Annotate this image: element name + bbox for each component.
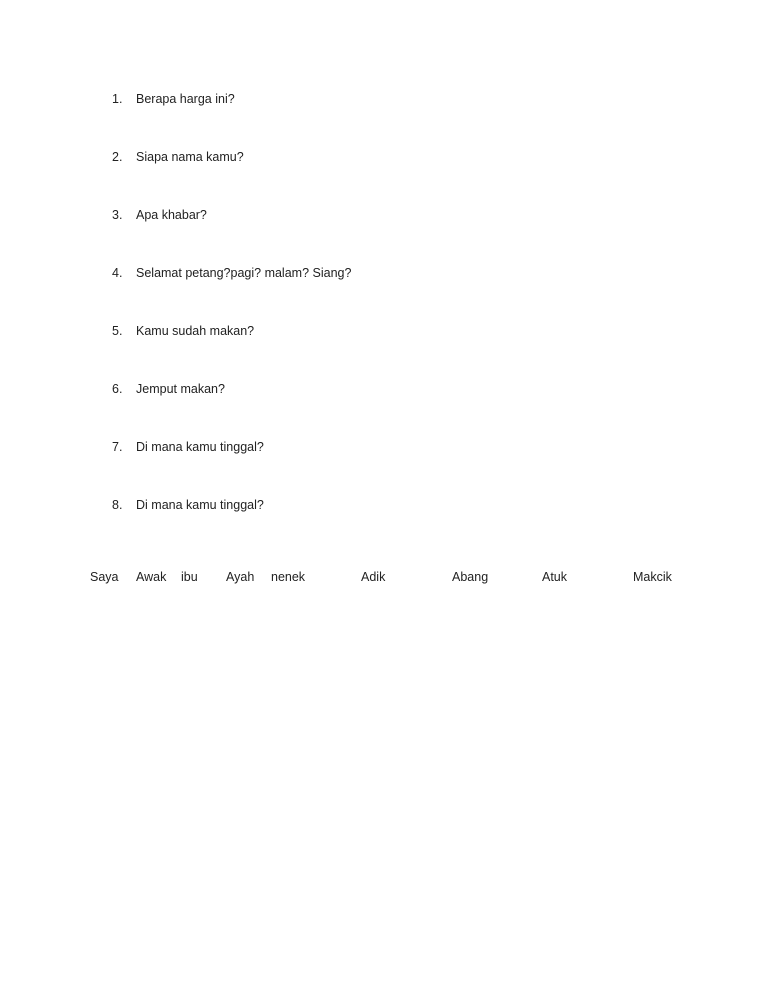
word-saya: Saya xyxy=(90,570,119,584)
word-awak: Awak xyxy=(136,570,167,584)
word-adik: Adik xyxy=(361,570,386,584)
question-number: 8. xyxy=(112,498,123,512)
word-nenek: nenek xyxy=(271,570,306,584)
word-atuk: Atuk xyxy=(542,570,568,584)
question-number: 5. xyxy=(112,324,123,338)
word-row xyxy=(0,568,768,586)
question-number: 6. xyxy=(112,382,123,396)
question-number: 1. xyxy=(112,92,123,106)
question-text: Apa khabar? xyxy=(136,208,207,222)
question-text: Selamat petang?pagi? malam? Siang? xyxy=(136,266,352,280)
question-number: 4. xyxy=(112,266,123,280)
word-makcik: Makcik xyxy=(633,570,672,584)
word-ayah: Ayah xyxy=(226,570,255,584)
question-text: Jemput makan? xyxy=(136,382,225,396)
question-text: Berapa harga ini? xyxy=(136,92,235,106)
question-text: Di mana kamu tinggal? xyxy=(136,498,264,512)
question-number: 3. xyxy=(112,208,123,222)
question-number: 2. xyxy=(112,150,123,164)
question-text: Siapa nama kamu? xyxy=(136,150,244,164)
question-number: 7. xyxy=(112,440,123,454)
word-abang: Abang xyxy=(452,570,489,584)
question-text: Kamu sudah makan? xyxy=(136,324,255,338)
word-ibu: ibu xyxy=(181,570,198,584)
question-text: Di mana kamu tinggal? xyxy=(136,440,264,454)
